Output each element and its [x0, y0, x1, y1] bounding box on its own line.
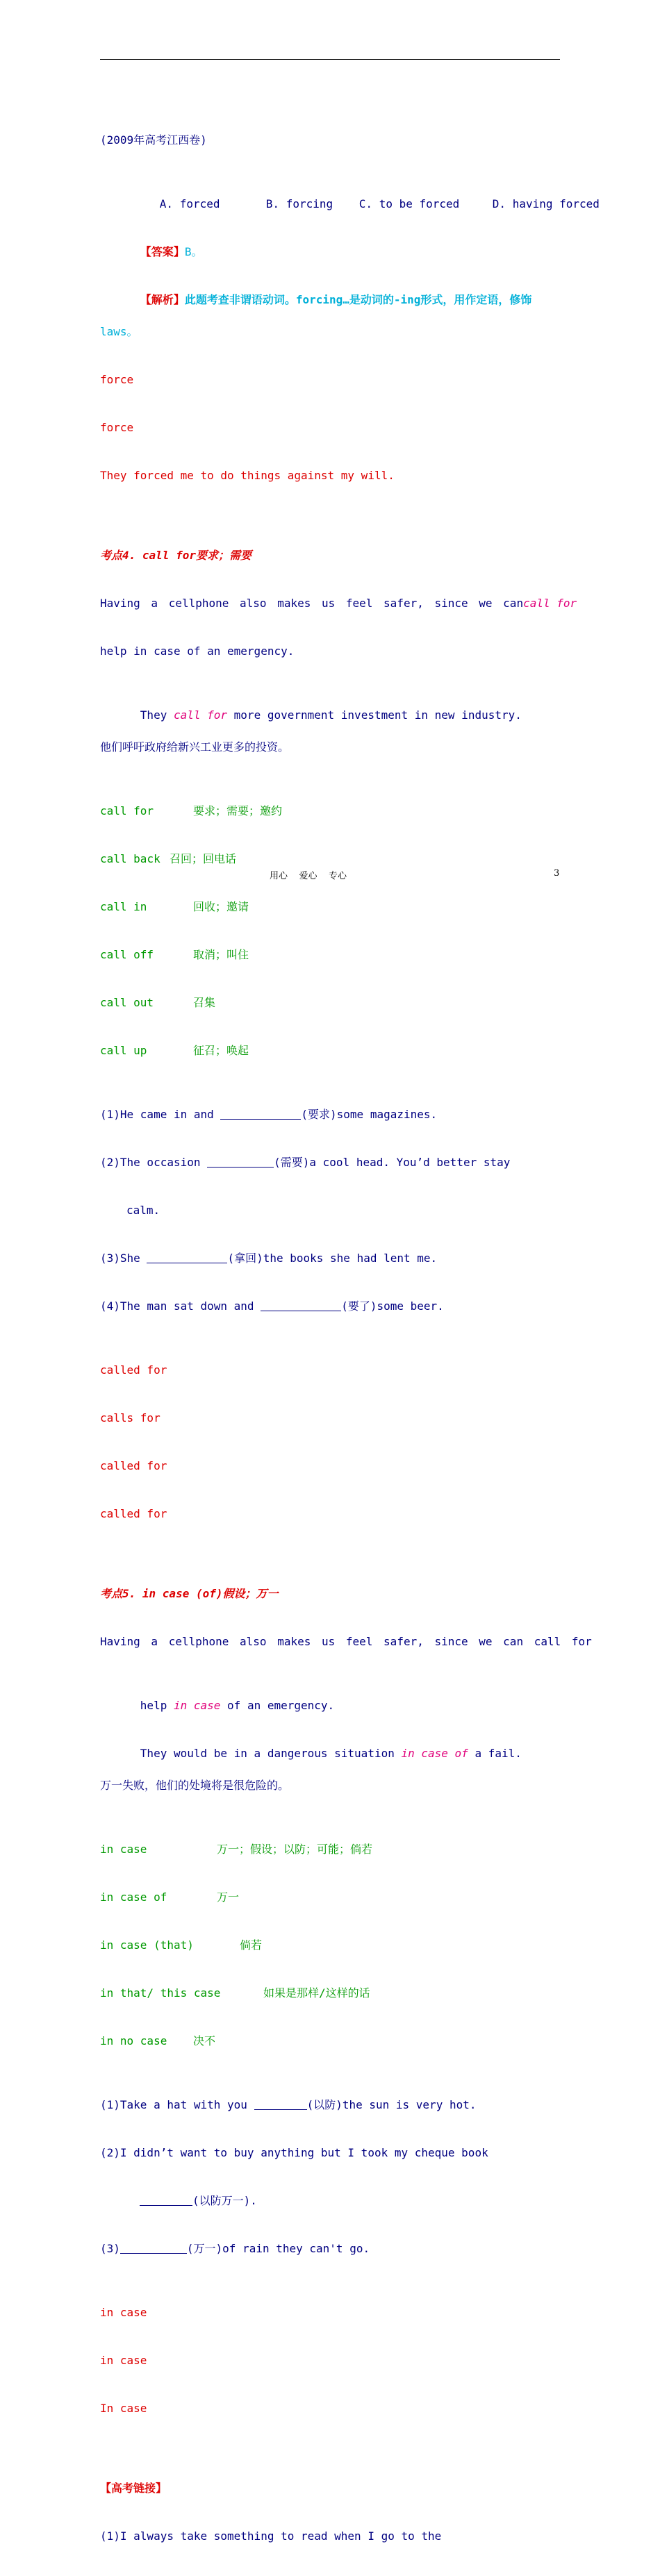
- answer-item: called for: [100, 1507, 167, 1520]
- analysis-text-cont: laws。: [100, 325, 138, 338]
- phrase-cn: 倘若: [240, 1938, 263, 1952]
- phrase-cn: 回收；邀请: [193, 900, 249, 913]
- exam-link-question: (1)I always take something to read when I go to the: [100, 2529, 442, 2543]
- phrase-row: [100, 2033, 561, 2049]
- point5-ex1-phrase: in case: [173, 1699, 221, 1712]
- answer-item: in case: [100, 2306, 147, 2319]
- point4-ex2-rest: more government investment in new industry.: [227, 708, 522, 722]
- exercise-4: [100, 1298, 561, 1314]
- phrase-cn: 召集: [193, 996, 216, 1009]
- answer-item: calls for: [100, 1411, 160, 1424]
- point5-example1: Having a cellphone also makes us feel safer, since we can call for: [100, 1635, 592, 1648]
- answer-value: B。: [184, 245, 203, 258]
- point4-ex1-text: Having a cellphone also makes us feel safer, since we can: [100, 597, 524, 610]
- phrase-cn: 万一: [217, 1891, 240, 1904]
- option-a: A. forced: [159, 197, 220, 210]
- header-rule: [100, 59, 560, 60]
- point4-ex2-phrase: call for: [173, 708, 228, 722]
- phrase-en: call in: [100, 900, 147, 913]
- phrase-cn: 取消；叫住: [193, 948, 249, 961]
- phrase-row: [100, 1841, 561, 1857]
- phrase-cn: 要求；需要；邀约: [193, 804, 283, 817]
- phrase-cn: 万一；假设；以防；可能；倘若: [217, 1843, 373, 1856]
- exercise-2-cont: calm.: [126, 1204, 160, 1217]
- point5-example1-cont: [100, 1681, 561, 1712]
- phrase-row: [100, 995, 561, 1011]
- exercise-text: (要了)some beer.: [341, 1299, 444, 1313]
- phrase-en: in case of: [100, 1891, 167, 1904]
- analysis-label: 【解析】: [140, 293, 185, 306]
- option-d: D. having forced: [492, 197, 600, 210]
- exercise-1: [100, 1106, 561, 1122]
- point4-example1: [100, 595, 577, 611]
- exercise-text: (1)He came in and: [100, 1108, 221, 1121]
- exercise-text: (4)The man sat down and: [100, 1299, 261, 1313]
- exercise-3: [100, 1250, 561, 1266]
- analysis-line: [100, 276, 561, 306]
- phrase-row: [100, 851, 561, 867]
- answer-blank[interactable]: [147, 1252, 227, 1263]
- exercise-text: (以防)the sun is very hot.: [306, 2098, 477, 2111]
- phrase-cn: 召回；回电话: [170, 852, 237, 865]
- exercise-text: (拿回)the books she had lent me.: [227, 1252, 438, 1265]
- question-options: [100, 180, 600, 210]
- footer-text: 用心 爱心 专心: [270, 871, 347, 881]
- exercise-text: (要求)some magazines.: [301, 1108, 438, 1121]
- point5-ex2-text: They would be in a dangerous situation: [140, 1747, 402, 1760]
- exercise-text: (2)The occasion: [100, 1156, 208, 1169]
- answer-blank[interactable]: [261, 1299, 341, 1311]
- phrase-en: in case (that): [100, 1938, 194, 1952]
- point5-example2-cn: 万一失败，他们的处境将是很危险的。: [100, 1779, 290, 1792]
- phrase-row: [100, 1937, 561, 1953]
- document-content: [100, 84, 600, 2576]
- answer-line: [100, 228, 561, 258]
- point5-ex1-text: help: [140, 1699, 174, 1712]
- force-example: They forced me to do things against my will.: [100, 469, 395, 482]
- answer-blank[interactable]: [220, 1108, 301, 1120]
- answer-blank[interactable]: [207, 1156, 274, 1167]
- answer-blank[interactable]: [140, 2194, 192, 2206]
- exercise-text: (需要)a cool head. You’d better stay: [274, 1156, 511, 1169]
- exercise-text: (万一)of rain they can't go.: [186, 2242, 370, 2255]
- exercise-3: [100, 2241, 561, 2257]
- option-b: B. forcing: [265, 197, 333, 210]
- point4-example2: [100, 691, 561, 722]
- phrase-row: [100, 947, 561, 963]
- answer-blank[interactable]: [254, 2098, 307, 2110]
- answer-blank[interactable]: [120, 2242, 187, 2254]
- phrase-en: in no case: [100, 2034, 167, 2047]
- phrase-en: call off: [100, 948, 154, 961]
- exercise-text: (以防万一).: [192, 2194, 257, 2207]
- question-source: (2009年高考江西卷): [100, 133, 207, 147]
- point5-title: 考点5. in case (of)假设；万一: [100, 1587, 279, 1600]
- exercise-text: (3): [100, 2242, 120, 2255]
- point5-example2: [100, 1729, 561, 1760]
- point4-ex2-text: They: [140, 708, 174, 722]
- phrase-en: in case: [100, 1843, 147, 1856]
- phrase-row: [100, 1889, 561, 1905]
- phrase-en: call out: [100, 996, 154, 1009]
- phrase-en: call up: [100, 1044, 147, 1057]
- point4-title: 考点4. call for要求；需要: [100, 549, 251, 562]
- answer-item: called for: [100, 1459, 167, 1472]
- exercise-2-cont: [100, 2193, 561, 2209]
- exam-link-title: 【高考链接】: [100, 2482, 167, 2495]
- phrase-row: [100, 1042, 561, 1058]
- answer-item: in case: [100, 2354, 147, 2367]
- answer-label: 【答案】: [140, 245, 185, 258]
- force-line-2: force: [100, 421, 134, 434]
- exercise-text: (1)Take a hat with you: [100, 2098, 254, 2111]
- answer-item: called for: [100, 1363, 167, 1377]
- phrase-en: in that/ this case: [100, 1986, 221, 2000]
- exercise-2: [100, 1154, 561, 1170]
- force-line-1: force: [100, 373, 134, 386]
- phrase-en: call back: [100, 852, 160, 865]
- phrase-en: call for: [100, 804, 154, 817]
- exercise-2: (2)I didn’t want to buy anything but I took my cheque book: [100, 2146, 488, 2159]
- point5-ex1-rest: of an emergency.: [220, 1699, 335, 1712]
- analysis-text: 此题考查非谓语动词。forcing…是动词的-ing形式，用作定语，修饰: [184, 293, 532, 306]
- phrase-row: [100, 803, 561, 819]
- page-number: 3: [554, 868, 560, 879]
- point4-example1-cont: help in case of an emergency.: [100, 645, 295, 658]
- phrase-row: [100, 899, 561, 915]
- point4-ex1-phrase: call for: [523, 597, 577, 610]
- option-c: C. to be forced: [358, 197, 460, 210]
- exercise-1: [100, 2097, 561, 2113]
- point4-example2-cn: 他们呼吁政府给新兴工业更多的投资。: [100, 740, 290, 754]
- point5-ex2-rest: a fail.: [468, 1747, 522, 1760]
- phrase-cn: 决不: [193, 2034, 216, 2047]
- phrase-cn: 如果是那样/这样的话: [263, 1986, 370, 2000]
- phrase-row: [100, 1985, 561, 2001]
- point5-ex2-phrase: in case of: [401, 1747, 468, 1760]
- answer-item: In case: [100, 2402, 147, 2415]
- exercise-text: (3)She: [100, 1252, 147, 1265]
- phrase-cn: 征召；唤起: [193, 1044, 249, 1057]
